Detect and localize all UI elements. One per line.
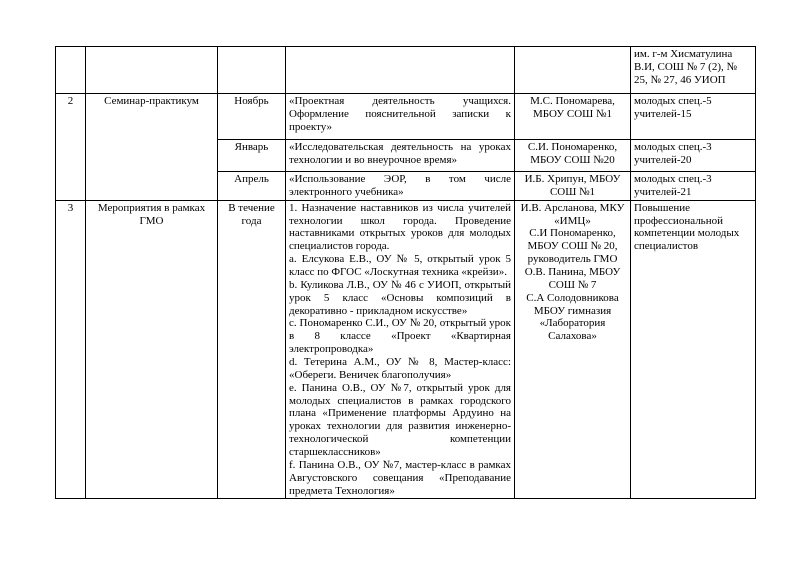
event-name-cell: Семинар-практикум: [86, 94, 218, 201]
topic-cell: «Исследовательская деятельность на уроках технологии и во внеурочное время»: [286, 140, 515, 172]
event-name-cell: Мероприятия в рамках ГМО: [86, 200, 218, 499]
empty-cell: [515, 47, 631, 94]
row-number-cell: 3: [56, 200, 86, 499]
responsible-cell: С.И. Пономаренко, МБОУ СОШ №20: [515, 140, 631, 172]
responsible-cell: И.Б. Хрипун, МБОУ СОШ №1: [515, 172, 631, 201]
topic-paragraph: e. Панина О.В., ОУ №7, открытый урок для молодых специалистов в рамках городского плана «Применение платформы Ардуино на уроках технологии для развития инженерно-технологической компетенции старшеклассников»: [289, 381, 511, 459]
responsible-line: С.И Пономаренко, МБОУ СОШ № 20, руководитель ГМО: [527, 227, 618, 266]
topic-paragraph: 1. Назначение наставников из числа учителей технологии школ города. Проведение наставниками открытых уроков для молодых специалистов города.: [289, 201, 511, 253]
empty-cell: [86, 47, 218, 94]
table-row-carryover: [56, 47, 756, 94]
period-cell: Январь: [218, 140, 286, 172]
period-cell: Апрель: [218, 172, 286, 201]
topic-cell: [286, 200, 515, 499]
topic-paragraph: c. Пономаренко С.И., ОУ № 20, открытый урок в 8 классе «Проект «Квартирная электропроводка»: [289, 317, 511, 356]
period-cell: В течение года: [218, 200, 286, 499]
topic-paragraph: d. Тетерина А.М., ОУ № 8, Мастер-класс: «Обереги. Веничек благополучия»: [289, 356, 511, 381]
result-cell: молодых спец.-5 учителей-15: [631, 94, 756, 140]
events-table: [55, 46, 756, 499]
result-cell: Повышение профессиональной компетенции молодых специалистов: [631, 200, 756, 499]
responsible-cell: [515, 200, 631, 499]
topic-paragraph: b. Куликова Л.В., ОУ № 46 с УИОП, открытый урок 5 класс «Основы композиций в декоративно - прикладном искусстве»: [289, 278, 511, 317]
result-cell: молодых спец.-3 учителей-21: [631, 172, 756, 201]
topic-cell: «Использование ЭОР, в том числе электронного учебника»: [286, 172, 515, 201]
topic-paragraph: a. Елсукова Е.В., ОУ № 5, открытый урок 5 класс по ФГОС «Лоскутная техника «крейзи».: [289, 253, 511, 279]
topic-paragraph: f. Панина О.В., ОУ №7, мастер-класс в рамках Августовского совещания «Преподавание предмета Технология»: [289, 458, 511, 497]
result-cell: молодых спец.-3 учителей-20: [631, 140, 756, 172]
responsible-line: И.В. Арсланова, МКУ «ИМЦ»: [520, 201, 625, 227]
empty-cell: [56, 47, 86, 94]
row-number-cell: 2: [56, 94, 86, 201]
period-cell: Ноябрь: [218, 94, 286, 140]
table-row: [56, 94, 756, 140]
empty-cell: [218, 47, 286, 94]
responsible-cell: М.С. Пономарева, МБОУ СОШ №1: [515, 94, 631, 140]
responsible-line: О.В. Панина, МБОУ СОШ № 7: [524, 266, 621, 291]
topic-cell: «Проектная деятельность учащихся. Оформление пояснительной записки к проекту»: [286, 94, 515, 140]
carryover-note-cell: им. г-м Хисматулина В.И, СОШ № 7 (2), № 25, № 27, 46 УИОП: [631, 47, 756, 94]
empty-cell: [286, 47, 515, 94]
table-row: [56, 200, 756, 499]
responsible-line: С.А Солодовникова МБОУ гимназия «Лаборатория Салахова»: [526, 291, 619, 343]
